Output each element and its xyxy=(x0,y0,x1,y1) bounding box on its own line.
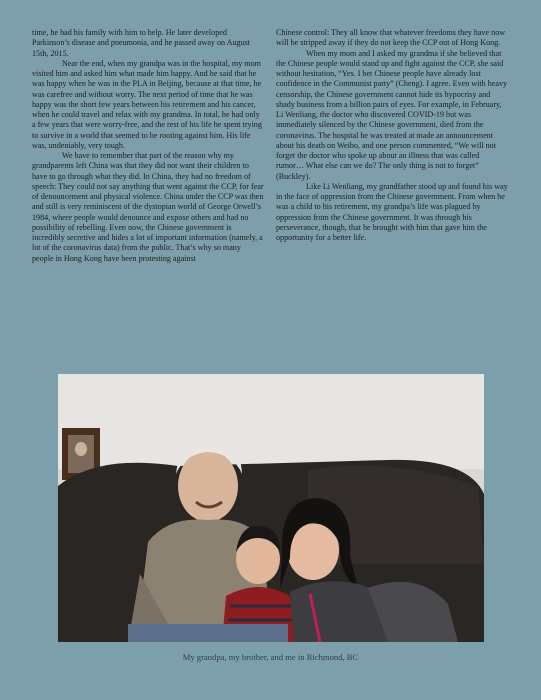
paragraph: Near the end, when my grandpa was in the hospital, my mom visited him and asked him what made him happy. And he said that he was happy when he was in the PLA in Beijing, because at that time, he was carefree and without worry. The next period of time that he was happy was the short few years between his retirement and his cancer, when he could travel and relax with my grandma. In total, he had only a few years that were worry-free, and the rest of his life he spent trying to survive in a world that seemed to be rooting against him. His life was, undeniably, very tough. xyxy=(32,58,262,150)
paragraph: Chinese control: They all know that whatever freedoms they have now will be stripped away if they do not keep the CCP out of Hong Kong. xyxy=(276,28,506,48)
photo-caption: My grandpa, my brother, and me in Richmond, BC xyxy=(182,652,359,662)
article-column-left xyxy=(32,28,264,264)
paragraph: We have to remember that part of the reason why my grandparents left China was that they did not want their children to have to go through what they did. In China, they had no freedom of speech: They could not say anything that went against the CCP, for fear of denouncement and physical violence. China under the CCP was then and still is very reminiscent of the dystopian world of George Orwell’s 1984, where people would denounce and expose others and had no possibility of rebelling. Even now, the Chinese government is incredibly secretive and hides a lot of important information (namely, a lot of the coronavirus data) from the public. That’s why so many people in Hong Kong have been protesting against xyxy=(32,151,264,263)
family-photo xyxy=(58,374,484,642)
family-photo-illustration xyxy=(58,374,484,642)
article-column-right xyxy=(276,28,508,243)
paragraph: When my mom and I asked my grandma if she believed that the Chinese people would stand up and fight against the CCP, she said without hesitation, “Yes. I bet Chinese people have already lost confidence in the Communist party” (Cheng). I agree. Even with heavy censorship, the Chinese government cannot hide its hypocrisy and shady business from a billion pairs of eyes. For example, in February, Li Wenliang, the doctor who discovered COVID-19 but was immediately silenced by the Chinese government, died from the coronavirus. The hospital he was treated at made an announcement about his death on Weibo, and one person commented, “We will not forget the doctor who spoke up about an illness that was called rumor… What else can we do? The only thing is not to forget” (Buckley). xyxy=(276,48,508,181)
paragraph: time, he had his family with him to help. He later developed Parkinson’s disease and pneumonia, and he passed away on August 15th, 2015. xyxy=(32,28,251,58)
paragraph: Like Li Wenliang, my grandfather stood up and found his way in the face of oppression from the Chinese government. From when he was a child to his retirement, my grandpa’s life was plagued by oppression from the Chinese government. It was through his perseverance, though, that he brought with him that gave him the opportunity for a better life. xyxy=(276,181,508,242)
